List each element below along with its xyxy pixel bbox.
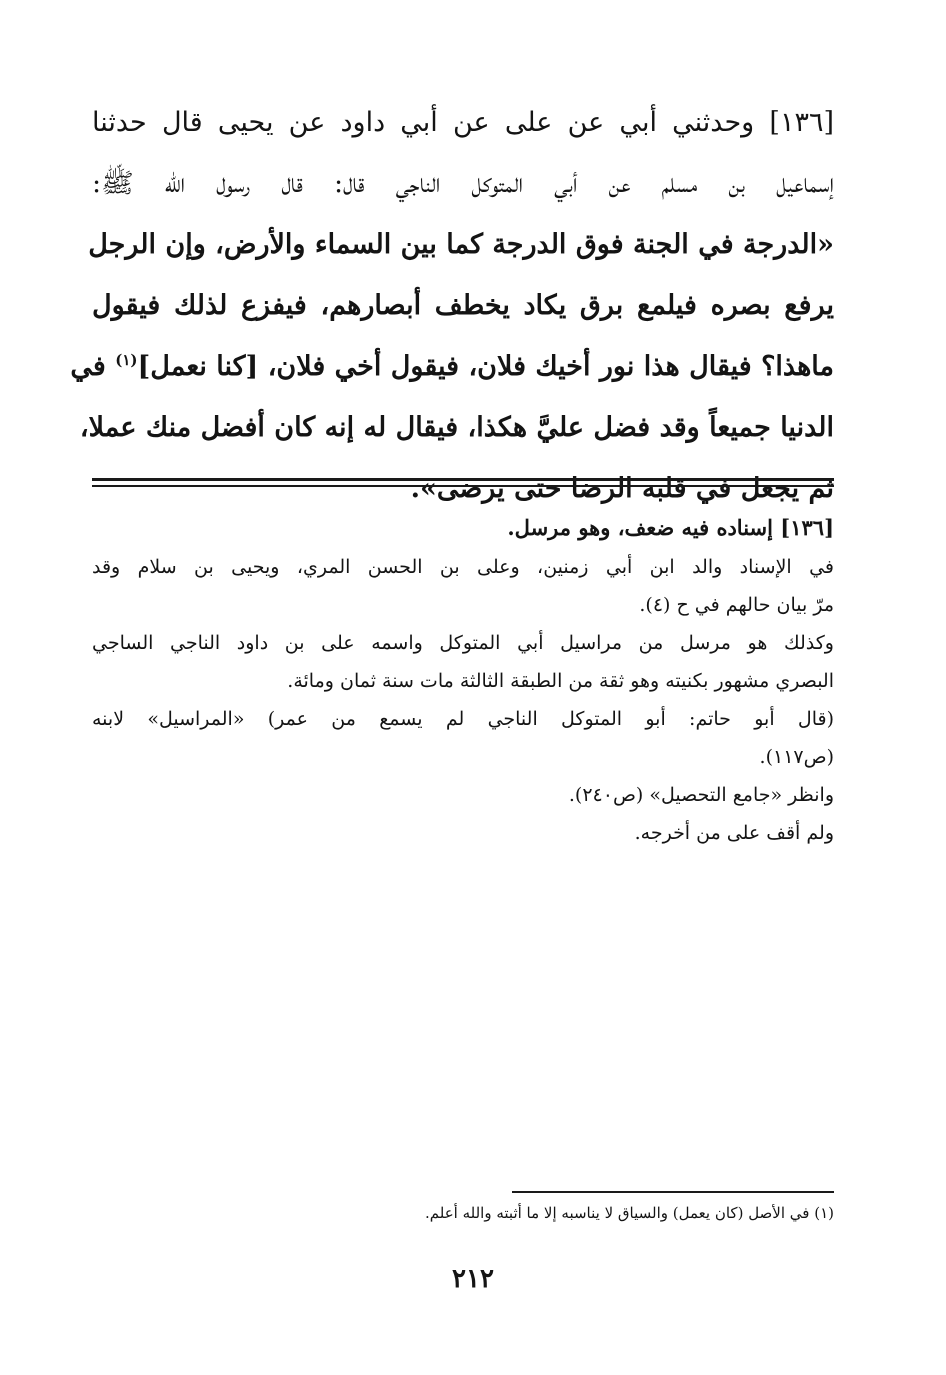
footnote: (١) في الأصل (كان يعمل) والسياق لا يناسبه إلا ما أثبته والله أعلم. [424, 1204, 834, 1222]
hadith-line: إسماعيل بن مسلم عن أبي المتوكل الناجي قال: قال رسول الله ﷺ: [92, 168, 834, 199]
hadith-line: «الدرجة في الجنة فوق الدرجة كما بين السماء والأرض، وإن الرجل [88, 229, 834, 260]
commentary-heading: [١٣٦] إسناده فيه ضعف، وهو مرسل. [507, 515, 834, 540]
commentary [92, 508, 834, 852]
commentary-line: في الإسناد والد ابن أبي زمنين، وعلى بن الحسن المري، ويحيى بن سلام وقد [92, 556, 834, 578]
commentary-line: وكذلك هو مرسل من مراسيل أبي المتوكل واسمه على بن داود الناجي الساجي [92, 632, 834, 654]
commentary-line: ولم أقف على من أخرجه. [634, 822, 834, 844]
commentary-line: (ص١١٧). [759, 746, 834, 768]
hadith-line: ثم يجعل في قلبه الرضا حتى يرضى». [410, 473, 834, 504]
commentary-line: وانظر «جامع التحصيل» (ص٢٤٠). [568, 784, 834, 806]
commentary-line: البصري مشهور بكنيته وهو ثقة من الطبقة الثالثة مات سنة ثمان ومائة. [287, 670, 834, 692]
footnote-marker: (١) [115, 351, 138, 369]
hadith-line-text: ماهذا؟ فيقال هذا نور أخيك فلان، فيقول أخي فلان، [كنا نعمل] [137, 351, 834, 382]
commentary-body [92, 548, 834, 852]
commentary-line: (قال أبو حاتم: أبو المتوكل الناجي لم يسمع من عمر) «المراسيل» لابنه [92, 708, 834, 730]
footnote-separator [512, 1191, 834, 1193]
section-divider [92, 478, 834, 487]
hadith-line: [١٣٦] وحدثني أبي عن على عن أبي داود عن يحيى قال حدثنا [92, 107, 834, 138]
hadith-text [70, 92, 834, 519]
hadith-line: يرفع بصره فيلمع برق يكاد يخطف أبصارهم، فيفزع لذلك فيقول [92, 290, 834, 321]
hadith-line [70, 336, 834, 397]
hadith-line: الدنيا جميعاً وقد فضل عليَّ هكذا، فيقال له إنه كان أفضل منك عملا، [79, 412, 834, 443]
page-number: ٢١٢ [452, 1264, 494, 1294]
hadith-line-tail: في [70, 351, 106, 382]
commentary-line: مرّ بيان حالهم في ح (٤). [639, 594, 834, 616]
